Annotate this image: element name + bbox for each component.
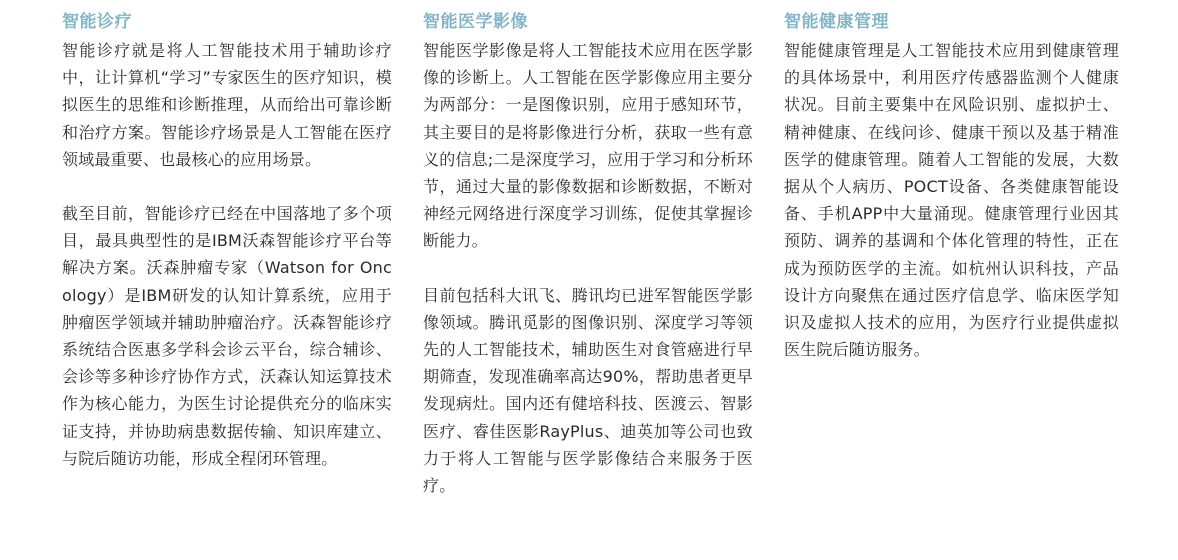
column-title: 智能诊疗 (62, 12, 132, 32)
column-paragraph: 智能医学影像是将人工智能技术应用在医学影像的诊断上。人工智能在医学影像应用主要分为两部分：一是图像识别，应用于感知环节，其主要目的是将影像进行分析，获取一些有意义的信息;二是深度学习，应用于学习和分析环节，通过大量的影像数据和诊断数据，不断对神经元网络进行深度学习训练，促使其掌握诊断能力。 (423, 41, 753, 251)
column-paragraph: 智能健康管理是人工智能技术应用到健康管理的具体场景中，利用医疗传感器监测个人健康状况。目前主要集中在风险识别、虚拟护士、精神健康、在线问诊、健康干预以及基于精准医学的健康管理。随着人工智能的发展，大数据从个人病历、POCT设备、各类健康智能设备、手机APP中大量涌现。健康管理行业因其预防、调养的基调和个体化管理的特性，正在成为预防医学的主流。如杭州认识科技，产品设计方向聚焦在通过医疗信息学、临床医学知识及虚拟人技术的应用，为医疗行业提供虚拟医生院后随访服务。 (784, 41, 1119, 360)
column-title: 智能医学影像 (423, 12, 528, 32)
column-paragraph: 智能诊疗就是将人工智能技术用于辅助诊疗中，让计算机“学习”专家医生的医疗知识，模拟医生的思维和诊断推理，从而给出可靠诊断和治疗方案。智能诊疗场景是人工智能在医疗领域最重要、也最核心的应用场景。 (62, 41, 392, 169)
column-intelligent-diagnosis (62, 8, 392, 472)
column-title: 智能健康管理 (784, 12, 889, 32)
column-paragraph: 截至目前，智能诊疗已经在中国落地了多个项目，最具典型性的是IBM沃森智能诊疗平台等解决方案。沃森肿瘤专家（Watson for Oncology）是IBM研发的认知计算系统，应用于肿瘤医学领域并辅助肿瘤治疗。沃森智能诊疗系统结合医惠多学科会诊云平台，综合辅诊、会诊等多种诊疗协作方式，沃森认知运算技术作为核心能力，为医生讨论提供充分的临床实证支持，并协助病患数据传输、知识库建立、与院后随访功能，形成全程闭环管理。 (62, 204, 392, 468)
column-intelligent-medical-imaging (423, 8, 753, 499)
column-intelligent-health-management (784, 8, 1119, 363)
column-paragraph: 目前包括科大讯飞、腾讯均已进军智能医学影像领域。腾讯觅影的图像识别、深度学习等领先的人工智能技术，辅助医生对食管癌进行早期筛查，发现准确率高达90%，帮助患者更早发现病灶。国内还有健培科技、医渡云、智影医疗、睿佳医影RayPlus、迪英加等公司也致力于将人工智能与医学影像结合来服务于医疗。 (423, 285, 753, 496)
